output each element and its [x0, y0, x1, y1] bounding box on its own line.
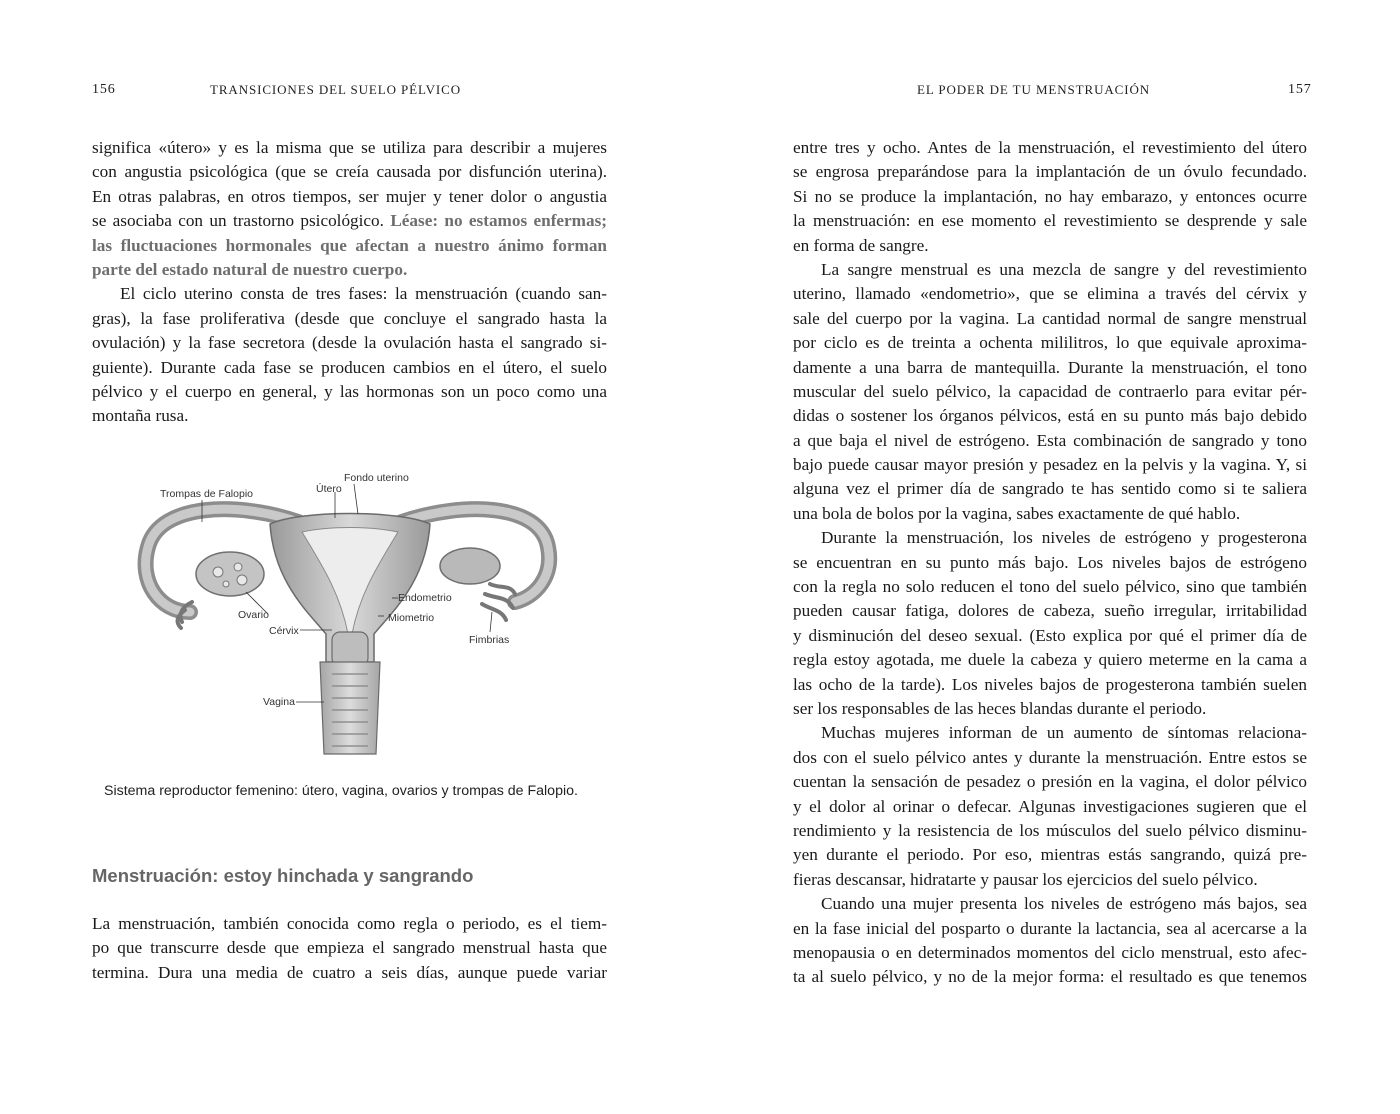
text-line: La menstruación, también conocida como regla o periodo, es el tiem- — [92, 914, 607, 933]
text-line: damente a una barra de mantequilla. Durante la menstruación, el tono — [793, 357, 1307, 377]
label-endometrio: Endometrio — [398, 592, 452, 604]
text-line: se engrosa preparándose para la implantación de un óvulo fecundado. — [793, 162, 1307, 182]
text-line: montaña rusa. — [92, 406, 189, 426]
text-line: La sangre menstrual es una mezcla de sangre y del revestimiento — [821, 259, 1307, 279]
text-line: gras), la fase proliferativa (desde que concluye el sangrado hasta la — [92, 308, 607, 328]
text-line: yen durante el periodo. Por eso, mientras estás sangrando, quizá pre- — [793, 845, 1307, 865]
running-head: TRANSICIONES DEL SUELO PÉLVICO — [210, 82, 462, 97]
text-line: con la regla no solo reducen el tono del suelo pélvico, sino que también — [793, 577, 1307, 597]
label-fimbrias: Fimbrias — [469, 634, 510, 646]
page-number: 157 — [1288, 82, 1312, 97]
label-miometrio: Miometrio — [388, 612, 435, 624]
label-vagina: Vagina — [263, 696, 295, 708]
text-line: didas o sostener los órganos pélvicos, está en su punto más bajo debido — [793, 406, 1307, 426]
text-line: cuentan la sensación de pesadez o presión en la vagina, el dolor pélvico — [793, 772, 1307, 792]
text-line: a que baja el nivel de estrógeno. Esta combinación de sangrado y tono — [793, 430, 1307, 450]
text-line — [92, 209, 607, 233]
text-line: las ocho de la tarde). Los niveles bajos de progesterona también suelen — [793, 674, 1307, 694]
text-line: la menstruación: en ese momento el revestimiento se desprende y sale — [793, 211, 1307, 231]
text-line: termina. Dura una media de cuatro a seis días, aunque puede variar — [92, 962, 607, 982]
body-text-top — [92, 136, 607, 429]
label-ovario: Ovario — [238, 609, 269, 621]
body-text — [793, 136, 1307, 990]
text-line: una bola de bolos por la vagina, sabes exactamente de qué hablo. — [793, 503, 1241, 523]
text-line: uterino, llamado «endometrio», que se elimina a través del cérvix y — [793, 284, 1307, 304]
body-text-bottom — [92, 912, 607, 985]
text-line: y el dolor al orinar o defecar. Algunas investigaciones sugieren que el — [793, 796, 1307, 816]
text-line: Muchas mujeres informan de un aumento de síntomas relaciona- — [821, 723, 1307, 743]
text-line: fieras descansar, hidratarte y pausar los ejercicios del suelo pélvico. — [793, 869, 1258, 889]
label-trompas: Trompas de Falopio — [160, 488, 253, 500]
text-line: Cuando una mujer presenta los niveles de estrógeno más bajos, sea — [821, 894, 1307, 914]
uterus-illustration — [130, 462, 570, 762]
figure-caption: Sistema reproductor femenino: útero, vagina, ovarios y trompas de Falopio. — [104, 783, 578, 799]
highlighted-text: Léase: no estamos enfermas; — [390, 211, 608, 231]
text-line: en la fase inicial del posparto o durante la lactancia, sea al acercarse a la — [793, 918, 1307, 938]
text-line: con angustia psicológica (que se creía causada por disfunción uterina). — [92, 162, 607, 182]
label-utero: Útero — [316, 483, 342, 495]
text-line: por ciclo es de treinta a ochenta mililitros, lo que equivale aproxima- — [793, 333, 1307, 353]
text-line: ovulación) y la fase secretora (desde la ovulación hasta el sangrado si- — [92, 333, 607, 353]
text-line: menopausia o en determinados momentos del ciclo menstrual, esto afec- — [793, 942, 1307, 962]
section-heading: Menstruación: estoy hinchada y sangrando — [92, 865, 474, 886]
text-line: ser los responsables de las heces blandas durante el periodo. — [793, 698, 1207, 718]
text-line: significa «útero» y es la misma que se utiliza para describir a mujeres — [92, 138, 607, 157]
highlighted-text: las fluctuaciones hormonales que afectan a nuestro ánimo forman — [92, 235, 607, 255]
label-fondo: Fondo uterino — [344, 472, 409, 484]
text-line: El ciclo uterino consta de tres fases: la menstruación (cuando san- — [120, 284, 607, 304]
text-line: guiente). Durante cada fase se producen cambios en el útero, el suelo — [92, 357, 607, 377]
text-line: en forma de sangre. — [793, 235, 929, 255]
text-line: se encuentran en su punto más bajo. Los niveles bajos de estrógeno — [793, 552, 1307, 572]
text-line: ta al suelo pélvico, y no de la mejor forma: el resultado es que tenemos — [793, 967, 1307, 987]
text-line: pueden causar fatiga, dolores de cabeza, sueño irregular, irritabilidad — [793, 601, 1307, 621]
text-line: regla estoy agotada, me duele la cabeza y quiero meterme en la cama a — [793, 650, 1307, 670]
text-line: Si no se produce la implantación, no hay embarazo, y entonces ocurre — [793, 186, 1307, 206]
text-line: Durante la menstruación, los niveles de estrógeno y progesterona — [821, 528, 1307, 548]
text-line: bajo puede causar mayor presión y pesadez en la pelvis y la vagina. Y, si — [793, 455, 1307, 475]
text-line: entre tres y ocho. Antes de la menstruación, el revestimiento del útero — [793, 138, 1307, 157]
text-line: muscular del suelo pélvico, la capacidad de contraerlo para evitar pér- — [793, 381, 1307, 401]
text-line: pélvico y el cuerpo en general, y las hormonas son un poco como una — [92, 381, 607, 401]
label-cervix: Cérvix — [269, 625, 299, 637]
text-line: En otras palabras, en otros tiempos, ser mujer y tener dolor o angustia — [92, 186, 607, 206]
text-line: sale del cuerpo por la vagina. La cantidad normal de sangre menstrual — [793, 308, 1307, 328]
right-page — [700, 0, 1400, 1114]
text-line: y disminución del deseo sexual. (Esto explica por qué el primer día de — [793, 625, 1307, 645]
text-line: dos con el suelo pélvico antes y durante la menstruación. Entre estos se — [793, 747, 1307, 767]
text-fragment: se asociaba con un trastorno psicológico. — [92, 211, 391, 231]
page-number: 156 — [92, 82, 116, 97]
text-line: po que transcurre desde que empieza el sangrado menstrual hasta que — [92, 938, 607, 958]
running-head: EL PODER DE TU MENSTRUACIÓN — [917, 82, 1151, 97]
text-line: alguna vez el primer día de sangrado te has sentido como si te saliera — [793, 479, 1307, 499]
text-line: rendimiento y la resistencia de los músculos del suelo pélvico disminu- — [793, 820, 1307, 840]
highlighted-text: parte del estado natural de nuestro cuerpo. — [92, 259, 408, 279]
